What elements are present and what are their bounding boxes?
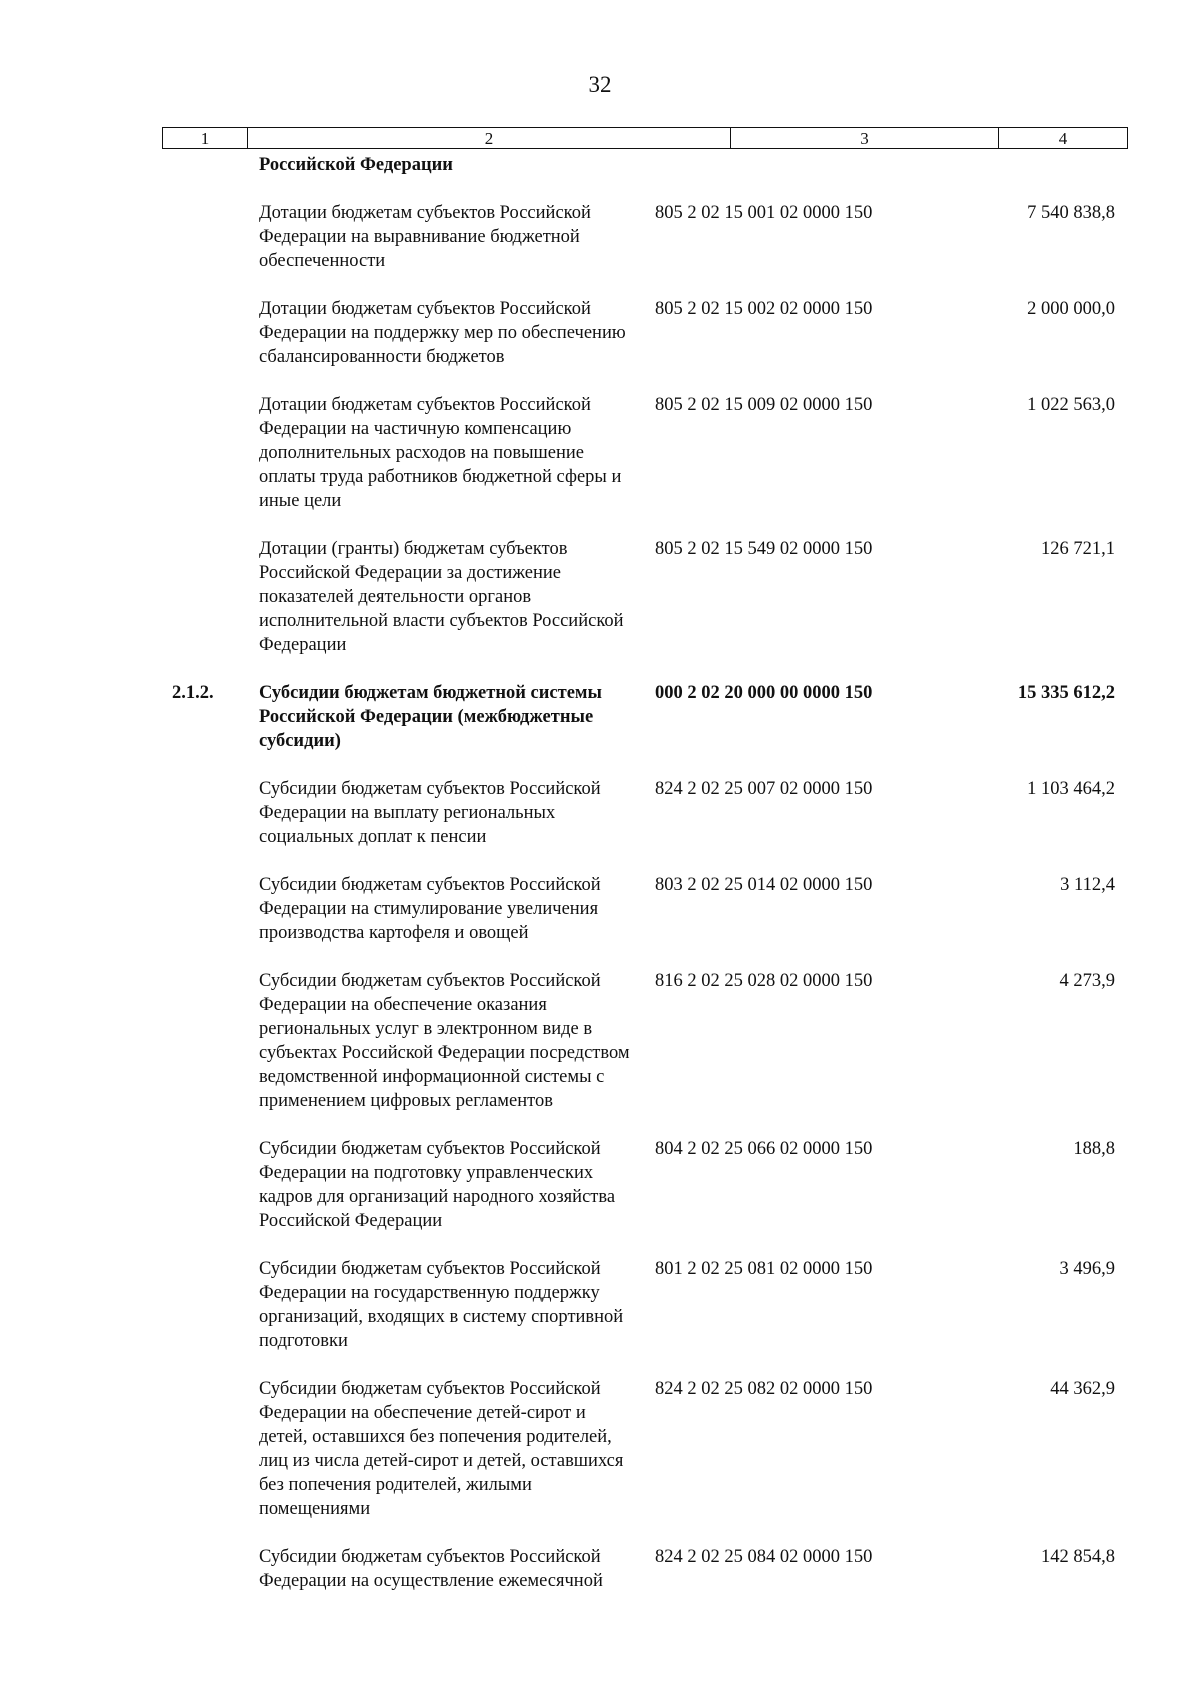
row-amount: 4 273,9 xyxy=(1059,971,1115,991)
row-description: Субсидии бюджетам субъектов Российской Федерации на стимулирование увеличения производства картофеля и овощей xyxy=(259,875,601,943)
row-number xyxy=(162,297,259,369)
row-description: Субсидии бюджетам субъектов Российской Федерации на осуществление ежемесячной xyxy=(259,1547,603,1591)
row-amount: 2 000 000,0 xyxy=(1027,299,1115,319)
row-description: Субсидии бюджетам субъектов Российской Федерации на государственную поддержку организаций, входящих в систему спортивной подготовки xyxy=(259,1259,624,1351)
row-budget-code: 805 2 02 15 009 02 0000 150 xyxy=(655,395,873,415)
row-description: Дотации бюджетам субъектов Российской Федерации на поддержку мер по обеспечению сбалансированности бюджетов xyxy=(259,299,626,367)
column-header-4: 4 xyxy=(999,128,1128,149)
row-budget-code: 803 2 02 25 014 02 0000 150 xyxy=(655,875,873,895)
row-number: 2.1.2. xyxy=(172,683,214,703)
row-budget-code: 805 2 02 15 001 02 0000 150 xyxy=(655,203,873,223)
row-amount: 142 854,8 xyxy=(1041,1547,1115,1567)
row-budget-code: 801 2 02 25 081 02 0000 150 xyxy=(655,1259,873,1279)
row-number xyxy=(162,1545,259,1593)
row-amount: 188,8 xyxy=(1073,1139,1115,1159)
budget-row xyxy=(162,201,1127,273)
row-amount: 15 335 612,2 xyxy=(1017,683,1115,703)
row-amount: 1 022 563,0 xyxy=(1027,395,1115,415)
row-description: Субсидии бюджетам субъектов Российской Федерации на обеспечение оказания региональных услуг в электронном виде в субъектах Российской Федерации посредством ведомственной информационной системы с применением цифровых регламентов xyxy=(259,971,630,1111)
row-amount: 1 103 464,2 xyxy=(1027,779,1115,799)
row-number xyxy=(162,1257,259,1353)
budget-row xyxy=(162,969,1127,1113)
row-description: Субсидии бюджетам субъектов Российской Федерации на выплату региональных социальных доплат к пенсии xyxy=(259,779,601,847)
row-number xyxy=(162,393,259,513)
budget-row xyxy=(162,297,1127,369)
row-budget-code: 804 2 02 25 066 02 0000 150 xyxy=(655,1139,873,1159)
budget-row xyxy=(162,537,1127,657)
budget-row xyxy=(162,777,1127,849)
row-description: Субсидии бюджетам бюджетной системы Российской Федерации (межбюджетные субсидии) xyxy=(259,683,602,751)
row-budget-code: 000 2 02 20 000 00 0000 150 xyxy=(655,683,873,703)
page-number: 32 xyxy=(588,72,612,97)
column-header-1: 1 xyxy=(163,128,248,149)
row-description: Субсидии бюджетам субъектов Российской Федерации на обеспечение детей-сирот и детей, оставшихся без попечения родителей, лиц из числа детей-сирот и детей, оставшихся без попечения родителей, жилыми помещениями xyxy=(259,1379,624,1519)
row-number xyxy=(162,1377,259,1521)
row-description: Дотации бюджетам субъектов Российской Федерации на выравнивание бюджетной обеспеченности xyxy=(259,203,591,271)
row-amount: 3 496,9 xyxy=(1059,1259,1115,1279)
row-amount: 7 540 838,8 xyxy=(1027,203,1115,223)
row-budget-code: 805 2 02 15 002 02 0000 150 xyxy=(655,299,873,319)
budget-row xyxy=(162,1137,1127,1233)
row-number xyxy=(162,873,259,945)
budget-rows xyxy=(162,153,1127,1593)
row-budget-code: 816 2 02 25 028 02 0000 150 xyxy=(655,971,873,991)
row-description: Дотации бюджетам субъектов Российской Федерации на частичную компенсацию дополнительных расходов на повышение оплаты труда работников бюджетной сферы и иные цели xyxy=(259,395,622,511)
row-description: Субсидии бюджетам субъектов Российской Федерации на подготовку управленческих кадров для организаций народного хозяйства Российской Федерации xyxy=(259,1139,616,1231)
row-amount: 44 362,9 xyxy=(1050,1379,1115,1399)
row-budget-code: 805 2 02 15 549 02 0000 150 xyxy=(655,539,873,559)
row-amount: 126 721,1 xyxy=(1041,539,1115,559)
row-description: Российской Федерации xyxy=(259,155,453,175)
column-header-2: 2 xyxy=(248,128,731,149)
budget-row xyxy=(162,873,1127,945)
budget-row xyxy=(162,1257,1127,1353)
column-header-3: 3 xyxy=(731,128,999,149)
column-header-table xyxy=(162,127,1128,149)
budget-row xyxy=(162,1377,1127,1521)
row-amount xyxy=(904,153,1127,177)
budget-row xyxy=(162,681,1127,753)
budget-row xyxy=(162,393,1127,513)
budget-row xyxy=(162,1545,1127,1593)
row-budget-code: 824 2 02 25 082 02 0000 150 xyxy=(655,1379,873,1399)
row-number xyxy=(162,777,259,849)
row-budget-code: 824 2 02 25 084 02 0000 150 xyxy=(655,1547,873,1567)
row-budget-code: 824 2 02 25 007 02 0000 150 xyxy=(655,779,873,799)
budget-row xyxy=(162,153,1127,177)
row-number xyxy=(162,201,259,273)
row-budget-code xyxy=(636,153,904,177)
row-number xyxy=(162,153,259,177)
row-number xyxy=(162,537,259,657)
row-amount: 3 112,4 xyxy=(1060,875,1115,895)
row-number xyxy=(162,1137,259,1233)
row-description: Дотации (гранты) бюджетам субъектов Российской Федерации за достижение показателей деятельности органов исполнительной власти субъектов Российской Федерации xyxy=(259,539,624,655)
row-number xyxy=(162,969,259,1113)
